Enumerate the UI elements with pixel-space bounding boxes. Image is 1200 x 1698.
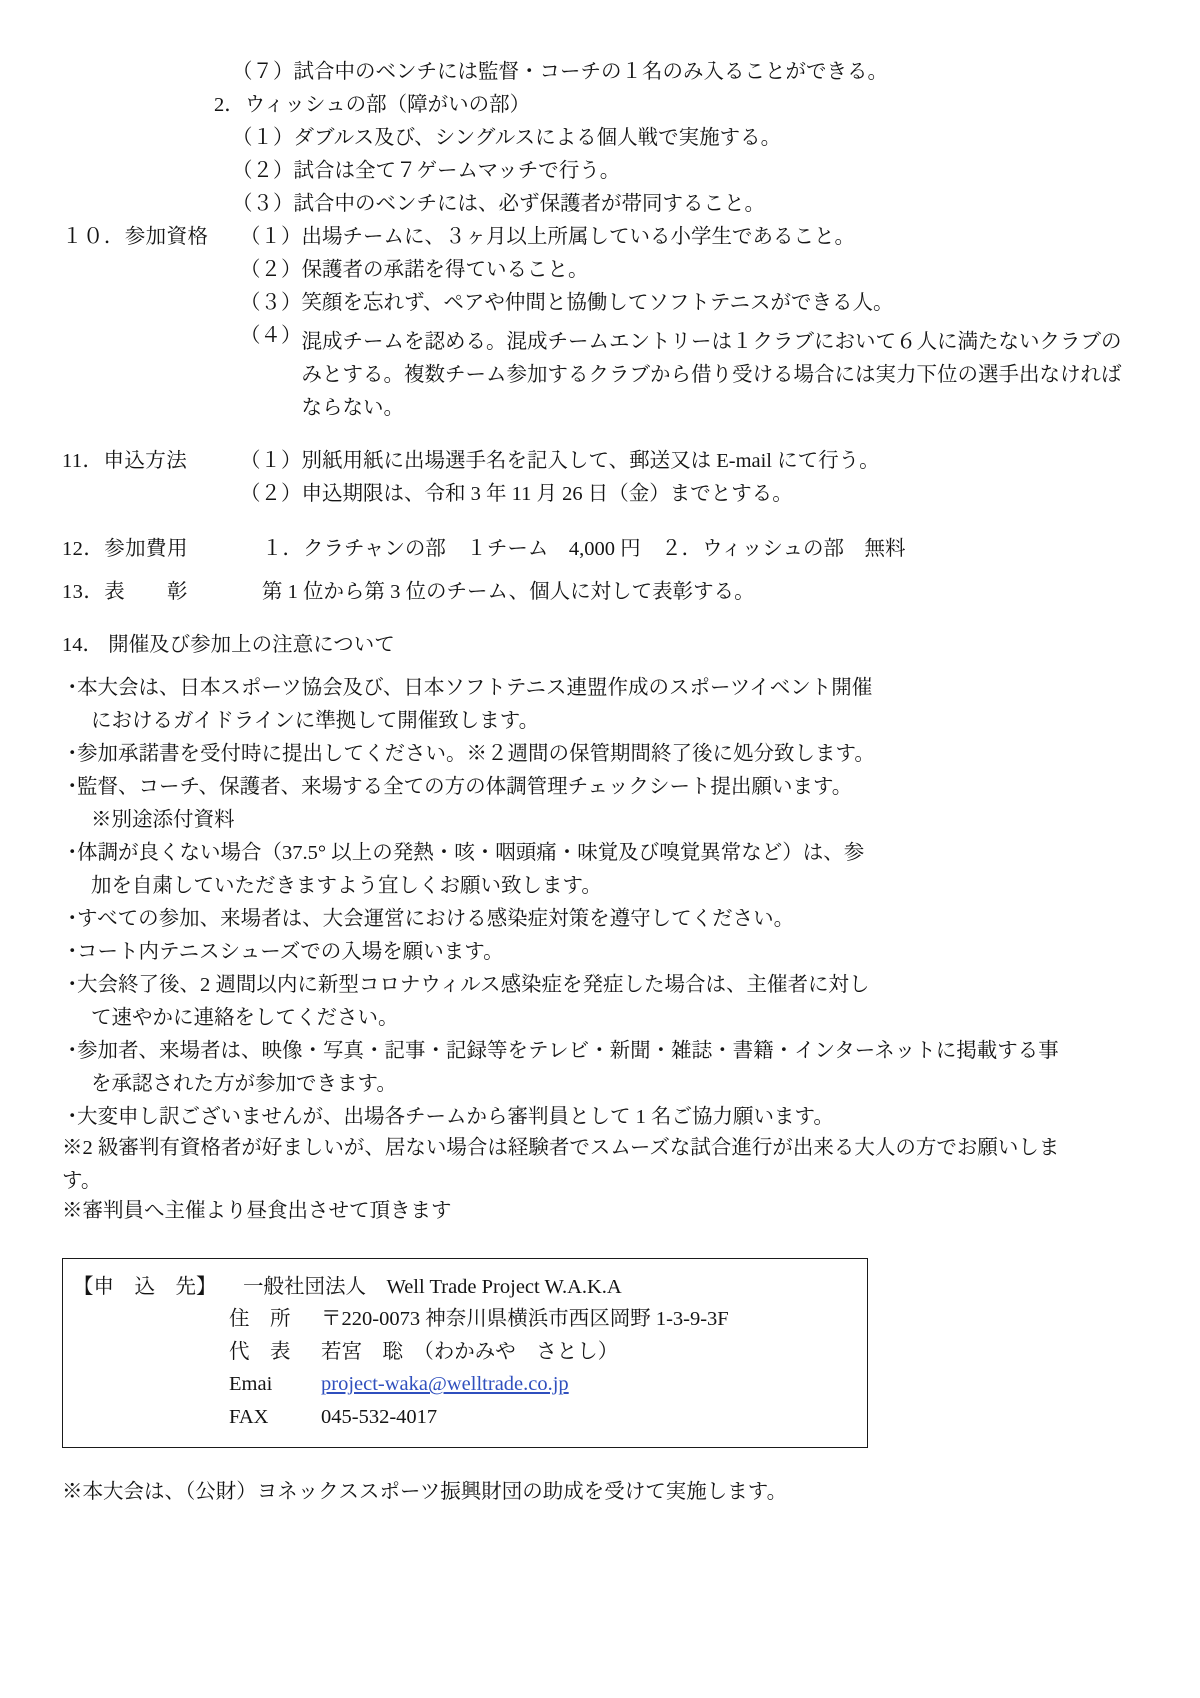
contact-row-org [63,1277,867,1298]
bullet-dot-icon: ・ [62,842,83,865]
contact-heading: 【申 込 先】 [73,1275,217,1298]
section-11-item-2 [240,484,1140,505]
section-10-item-4 [240,326,1140,426]
part2-item-2: （２）試合は全て７ゲームマッチで行う。 [232,160,621,182]
section-10-title: 参加資格 [124,226,209,248]
section-13-number: 13． [62,581,105,604]
footer-note: ※本大会は、（公財）ヨネックススポーツ振興財団の助成を受けて実施します。 [62,1481,788,1504]
notice-body [77,975,1140,1029]
section-11-number: 11． [62,449,104,472]
notice-text-wrap: ※別途添付資料 [91,809,235,832]
bullet-dot-icon: ・ [62,1040,83,1063]
notice-text-wrap: を承認された方が参加できます。 [91,1073,397,1096]
notice-body [77,1107,1140,1128]
note-text: ※2 級審判有資格者が好ましいが、居ない場合は経験者でスムーズな試合進行が出来る大人の方でお願いしま [62,1136,1060,1159]
bullet-dot-icon: ・ [62,677,83,700]
notice-text: 大変申し訳ございませんが、出場各チームから審判員として 1 名ご協力願います。 [77,1106,834,1129]
contact-address-value: 〒220-0073 神奈川県横浜市西区岡野 1-3-9-3F [321,1308,729,1331]
item-text: 笑顔を忘れず、ペアや仲間と協働してソフトテニスができる人。 [301,292,894,314]
notice-body [77,909,1140,930]
bullet-dot-icon: ・ [62,1106,83,1129]
bullet-dot-icon: ・ [62,776,83,799]
notice-text-wrap: て速やかに連絡をしてください。 [91,1007,399,1030]
notice-text-wrap: 加を自粛していただきますよう宜しくお願い致します。 [91,875,602,898]
bullet-dot-icon: ・ [62,974,83,997]
notice-item [62,942,1140,963]
notice-text: 監督、コーチ、保護者、来場する全ての方の体調管理チェックシート提出願います。 [77,776,853,799]
contact-email-link[interactable]: project-waka@welltrade.co.jp [321,1373,569,1396]
section-12-number: 12． [62,538,105,561]
contact-fax-value: 045-532-4017 [321,1405,438,1428]
item-text: 別紙用紙に出場選手名を記入して、郵送又は E-mail にて行う。 [301,449,880,472]
section-11-item-1 [240,451,1140,472]
part2-item-1: （１）ダブルス及び、シングルスによる個人戦で実施する。 [232,127,782,149]
notice-body [77,1041,1140,1095]
item-marker: （２） [240,259,302,281]
contact-row-email [63,1374,867,1395]
notice-text: 体調が良くない場合（37.5° 以上の発熱・咳・咽頭痛・味覚及び嗅覚異常など）は、参 [77,842,865,865]
section-11-label [62,451,240,472]
notice-body [77,777,1140,831]
item-marker: （４） [240,325,302,347]
part2-item-3: （３）試合中のベンチには、必ず保護者が帯同すること。 [232,193,765,215]
section-14-note-2: ※審判員へ主催より昼食出させて頂きます [62,1200,452,1223]
notice-list [62,678,1140,1128]
section-top-block [214,61,1140,215]
spacer [62,615,1140,635]
bullet-dot-icon: ・ [62,941,83,964]
bullet-dot-icon: ・ [62,743,83,766]
notice-text: コート内テニスシューズでの入場を願います。 [77,941,504,964]
bullet-dot-icon: ・ [62,908,83,931]
section-12-title: 参加費用 [104,538,188,561]
notice-item [62,1107,1140,1128]
section-11-body [240,451,1140,517]
item-marker: （１） [240,226,302,248]
notice-item [62,744,1140,765]
section-14-title: 開催及び参加上の注意について [108,634,395,657]
item-text: 混成チームを認める。混成チームエントリーは１クラブにおいて６人に満たないクラブのみとする。複数チーム参加するクラブから借り受ける場合には実力下位の選手出なければならない。 [301,331,1122,420]
notice-text: 参加承諾書を受付時に提出してください。※２週間の保管期間終了後に処分致します。 [77,743,875,766]
item-7: （７）試合中のベンチには監督・コーチの１名のみ入ることができる。 [232,61,888,83]
section-10 [62,227,1140,438]
section-10-number: １０． [62,226,125,248]
section-13-text: 第 1 位から第 3 位のチーム、個人に対して表彰する。 [262,581,755,604]
section-11 [62,451,1140,517]
notice-text: 大会終了後、2 週間以内に新型コロナウィルス感染症を発症した場合は、主催者に対し [77,974,870,997]
contact-row-fax [63,1407,867,1428]
notice-item [62,777,1140,831]
notice-text: 本大会は、日本スポーツ協会及び、日本ソフトテニス連盟作成のスポーツイベント開催 [77,677,873,700]
part2-heading: 2．ウィッシュの部（障がいの部） [214,94,531,116]
section-10-item-1 [240,227,1140,248]
contact-row-address [63,1309,867,1330]
notice-text: 参加者、来場者は、映像・写真・記事・記録等をテレビ・新聞・雑誌・書籍・インターネットに掲載する事 [77,1040,1059,1063]
section-11-title: 申込方法 [103,449,188,472]
contact-rep-label: 代 表 [229,1340,291,1363]
section-12-text: １．クラチャンの部 １チーム 4,000 円 ２．ウィッシュの部 無料 [262,538,906,561]
section-13 [62,582,1140,603]
contact-rep-value: 若宮 聡 （わかみや さとし） [321,1340,619,1363]
item-text: 申込期限は、令和 3 年 11 月 26 日（金）までとする。 [301,482,793,505]
contact-email-label: Emai [229,1373,273,1396]
item-marker: （３） [240,292,302,314]
section-12 [62,539,1140,560]
section-10-label [62,227,240,248]
notice-item [62,1041,1140,1095]
notice-text-wrap: におけるガイドラインに準拠して開催致します。 [91,710,540,733]
notice-item [62,843,1140,897]
contact-row-representative [63,1342,867,1363]
contact-address-label: 住 所 [229,1308,291,1331]
notice-item [62,678,1140,732]
contact-org-name: 一般社団法人 Well Trade Project W.A.K.A [243,1275,622,1298]
item-text: 出場チームに、３ヶ月以上所属している小学生であること。 [301,226,855,248]
notice-item [62,975,1140,1029]
item-text: 保護者の承諾を得ていること。 [301,259,589,281]
section-14-number: 14． [62,634,103,657]
notice-body [77,843,1140,897]
section-14-heading [62,635,1140,656]
section-10-body [240,227,1140,438]
notice-body [77,942,1140,963]
section-13-title: 表 彰 [104,581,188,604]
note-text-wrap: す。 [62,1169,102,1192]
section-14-note-1 [62,1138,1140,1192]
notice-body [77,744,1140,765]
contact-box [62,1258,868,1449]
section-10-item-2 [240,260,1140,281]
section-13-label [62,582,240,603]
section-10-item-3 [240,293,1140,314]
notice-item [62,909,1140,930]
section-12-label [62,539,240,560]
item-marker: （２） [240,482,302,505]
item-marker: （１） [240,449,302,472]
contact-fax-label: FAX [229,1405,269,1428]
notice-text: すべての参加、来場者は、大会運営における感染症対策を遵守してください。 [77,908,795,931]
notice-body [77,678,1140,732]
